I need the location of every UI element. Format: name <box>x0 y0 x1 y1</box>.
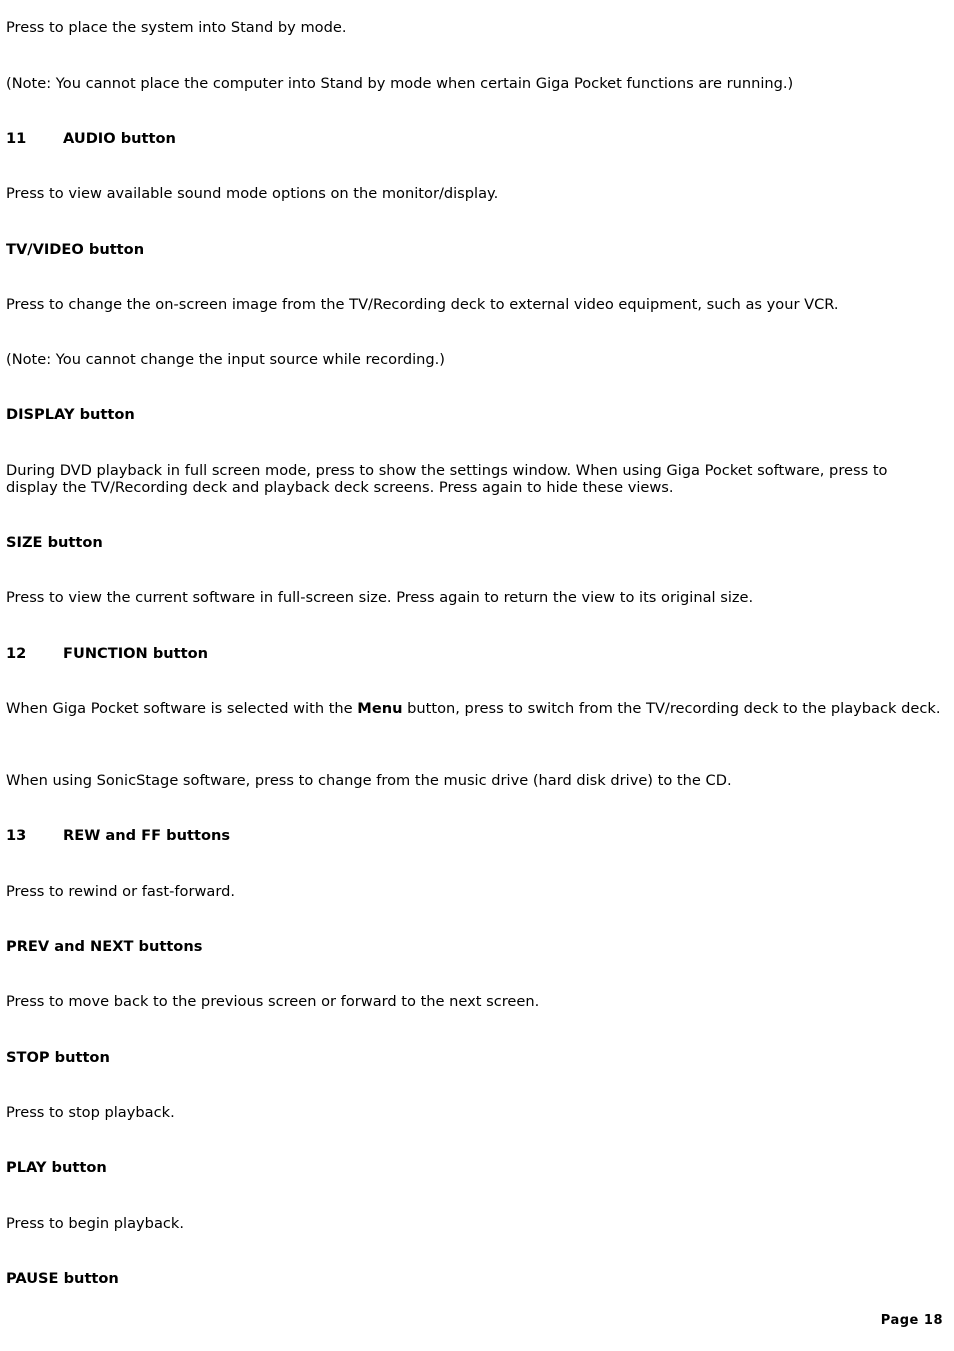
play-description: Press to begin playback. <box>6 1215 185 1232</box>
tv-video-note: (Note: You cannot change the input source while recording.) <box>6 351 445 368</box>
page-number: Page 18 <box>880 1313 943 1328</box>
pause-heading: PAUSE button <box>6 1270 119 1287</box>
section-12-heading <box>6 645 941 662</box>
audio-description: Press to view available sound mode options on the monitor/display. <box>6 185 499 202</box>
section-11-title: AUDIO button <box>63 130 176 147</box>
rew-ff-description: Press to rewind or fast-forward. <box>6 883 235 900</box>
prev-next-description: Press to move back to the previous screen or forward to the next screen. <box>6 993 540 1010</box>
standby-note: (Note: You cannot place the computer into Stand by mode when certain Giga Pocket functions are running.) <box>6 75 794 92</box>
display-description: During DVD playback in full screen mode, press to show the settings window. When using Giga Pocket software, press to display the TV/Recording deck and playback deck screens. Press again to hide these views. <box>6 462 888 496</box>
stop-heading: STOP button <box>6 1049 110 1066</box>
tv-video-heading: TV/VIDEO button <box>6 241 145 258</box>
play-heading: PLAY button <box>6 1159 107 1176</box>
prev-next-heading: PREV and NEXT buttons <box>6 938 203 955</box>
section-13-heading <box>6 827 941 844</box>
function-text-before: When Giga Pocket software is selected with the <box>6 700 358 717</box>
size-description: Press to view the current software in full-screen size. Press again to return the view to its original size. <box>6 589 754 606</box>
display-heading: DISPLAY button <box>6 406 135 423</box>
standby-description: Press to place the system into Stand by mode. <box>6 19 347 36</box>
function-text-after: button, press to switch from the TV/recording deck to the playback deck. <box>402 700 941 717</box>
section-11-number: 11 <box>6 130 27 147</box>
menu-term: Menu <box>357 700 403 717</box>
function-description <box>6 700 941 717</box>
sonicstage-description: When using SonicStage software, press to change from the music drive (hard disk drive) to the CD. <box>6 772 732 789</box>
tv-video-description: Press to change the on-screen image from the TV/Recording deck to external video equipment, such as your VCR. <box>6 296 839 313</box>
section-12-title: FUNCTION button <box>63 645 209 662</box>
section-11-heading <box>6 130 941 147</box>
stop-description: Press to stop playback. <box>6 1104 175 1121</box>
size-heading: SIZE button <box>6 534 103 551</box>
section-12-number: 12 <box>6 645 27 662</box>
section-13-number: 13 <box>6 827 27 844</box>
section-13-title: REW and FF buttons <box>63 827 231 844</box>
